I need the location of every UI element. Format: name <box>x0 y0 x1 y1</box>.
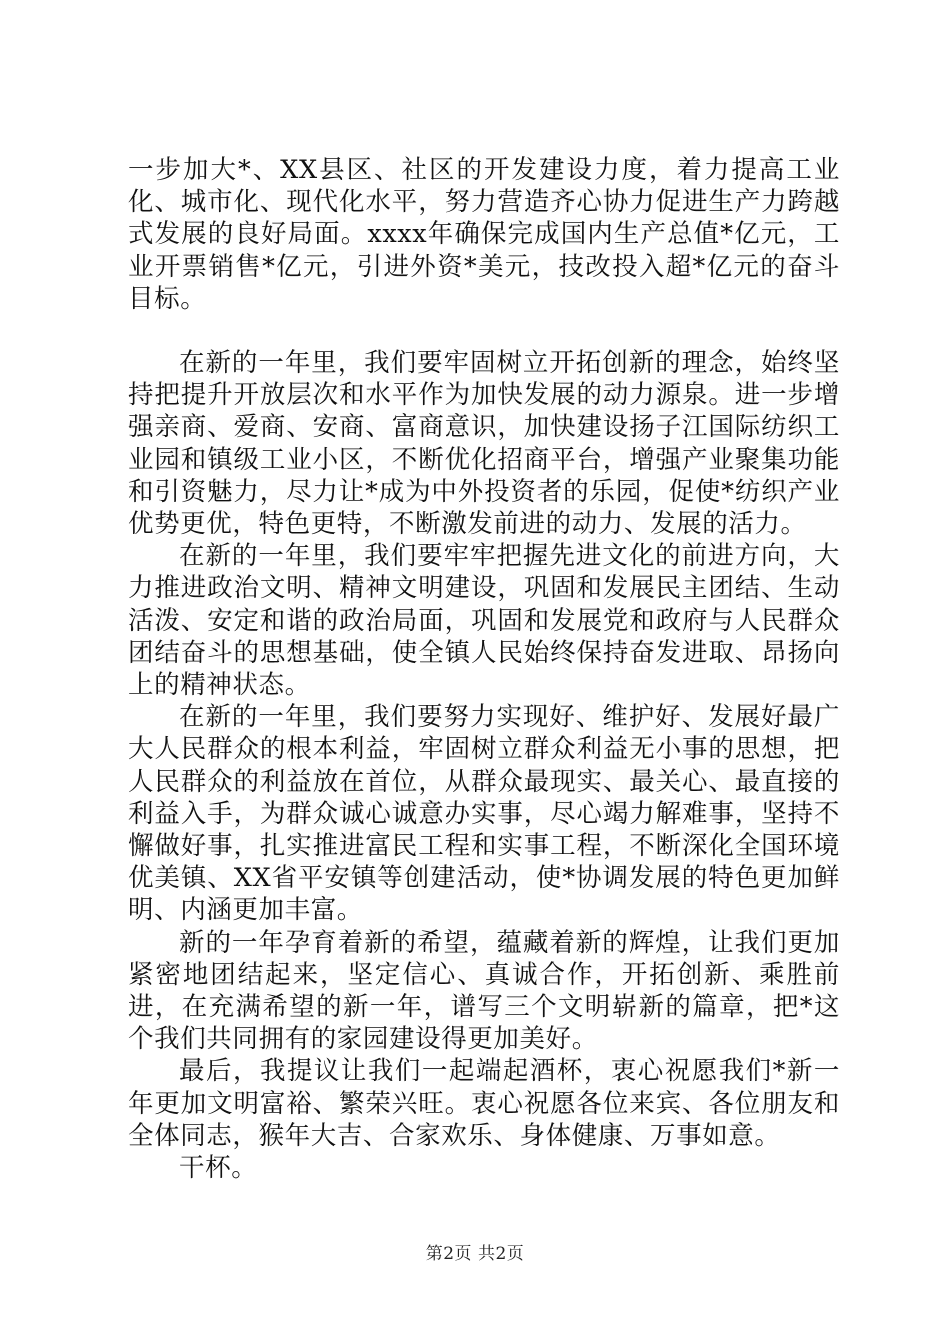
paragraph-2: 在新的一年里，我们要牢固树立开拓创新的理念，始终坚持把提升开放层次和水平作为加快发展的动力源泉。进一步增强亲商、爱商、安商、富商意识，加快建设扬子江国际纺织工业园和镇级工业小区，不断优化招商平台，增强产业聚集功能和引资魅力，尽力让*成为中外投资者的乐园，促使*纺织产业优势更优，特色更特，不断激发前进的动力、发展的活力。 <box>128 348 840 540</box>
paragraph-1: 一步加大*、XX县区、社区的开发建设力度，着力提高工业化、城市化、现代化水平，努力营造齐心协力促进生产力跨越式发展的良好局面。xxxx年确保完成国内生产总值*亿元，工业开票销售*亿元，引进外资*美元，技改投入超*亿元的奋斗目标。 <box>128 155 840 314</box>
paragraph-6: 最后，我提议让我们一起端起酒杯，衷心祝愿我们*新一年更加文明富裕、繁荣兴旺。衷心祝愿各位来宾、各位朋友和全体同志，猴年大吉、合家欢乐、身体健康、万事如意。 <box>128 1056 840 1151</box>
paragraph-3: 在新的一年里，我们要牢牢把握先进文化的前进方向，大力推进政治文明、精神文明建设，巩固和发展民主团结、生动活泼、安定和谐的政治局面，巩固和发展党和政府与人民群众团结奋斗的思想基础，使全镇人民始终保持奋发进取、昂扬向上的精神状态。 <box>128 541 840 701</box>
document-body <box>128 154 840 1184</box>
paragraph-5: 新的一年孕育着新的希望，蕴藏着新的辉煌，让我们更加紧密地团结起来，坚定信心、真诚合作，开拓创新、乘胜前进，在充满希望的新一年，谱写三个文明崭新的篇章，把*这个我们共同拥有的家园建设得更加美好。 <box>128 927 840 1055</box>
paragraph-7: 干杯。 <box>179 1153 258 1184</box>
paragraph-4: 在新的一年里，我们要努力实现好、维护好、发展好最广大人民群众的根本利益，牢固树立群众利益无小事的思想，把人民群众的利益放在首位，从群众最现实、最关心、最直接的利益入手，为群众诚心诚意办实事，尽心竭力解难事，坚持不懈做好事，扎实推进富民工程和实事工程，不断深化全国环境优美镇、XX省平安镇等创建活动，使*协调发展的特色更加鲜明、内涵更加丰富。 <box>128 702 840 926</box>
page-footer: 第2页 共2页 <box>425 1244 525 1264</box>
